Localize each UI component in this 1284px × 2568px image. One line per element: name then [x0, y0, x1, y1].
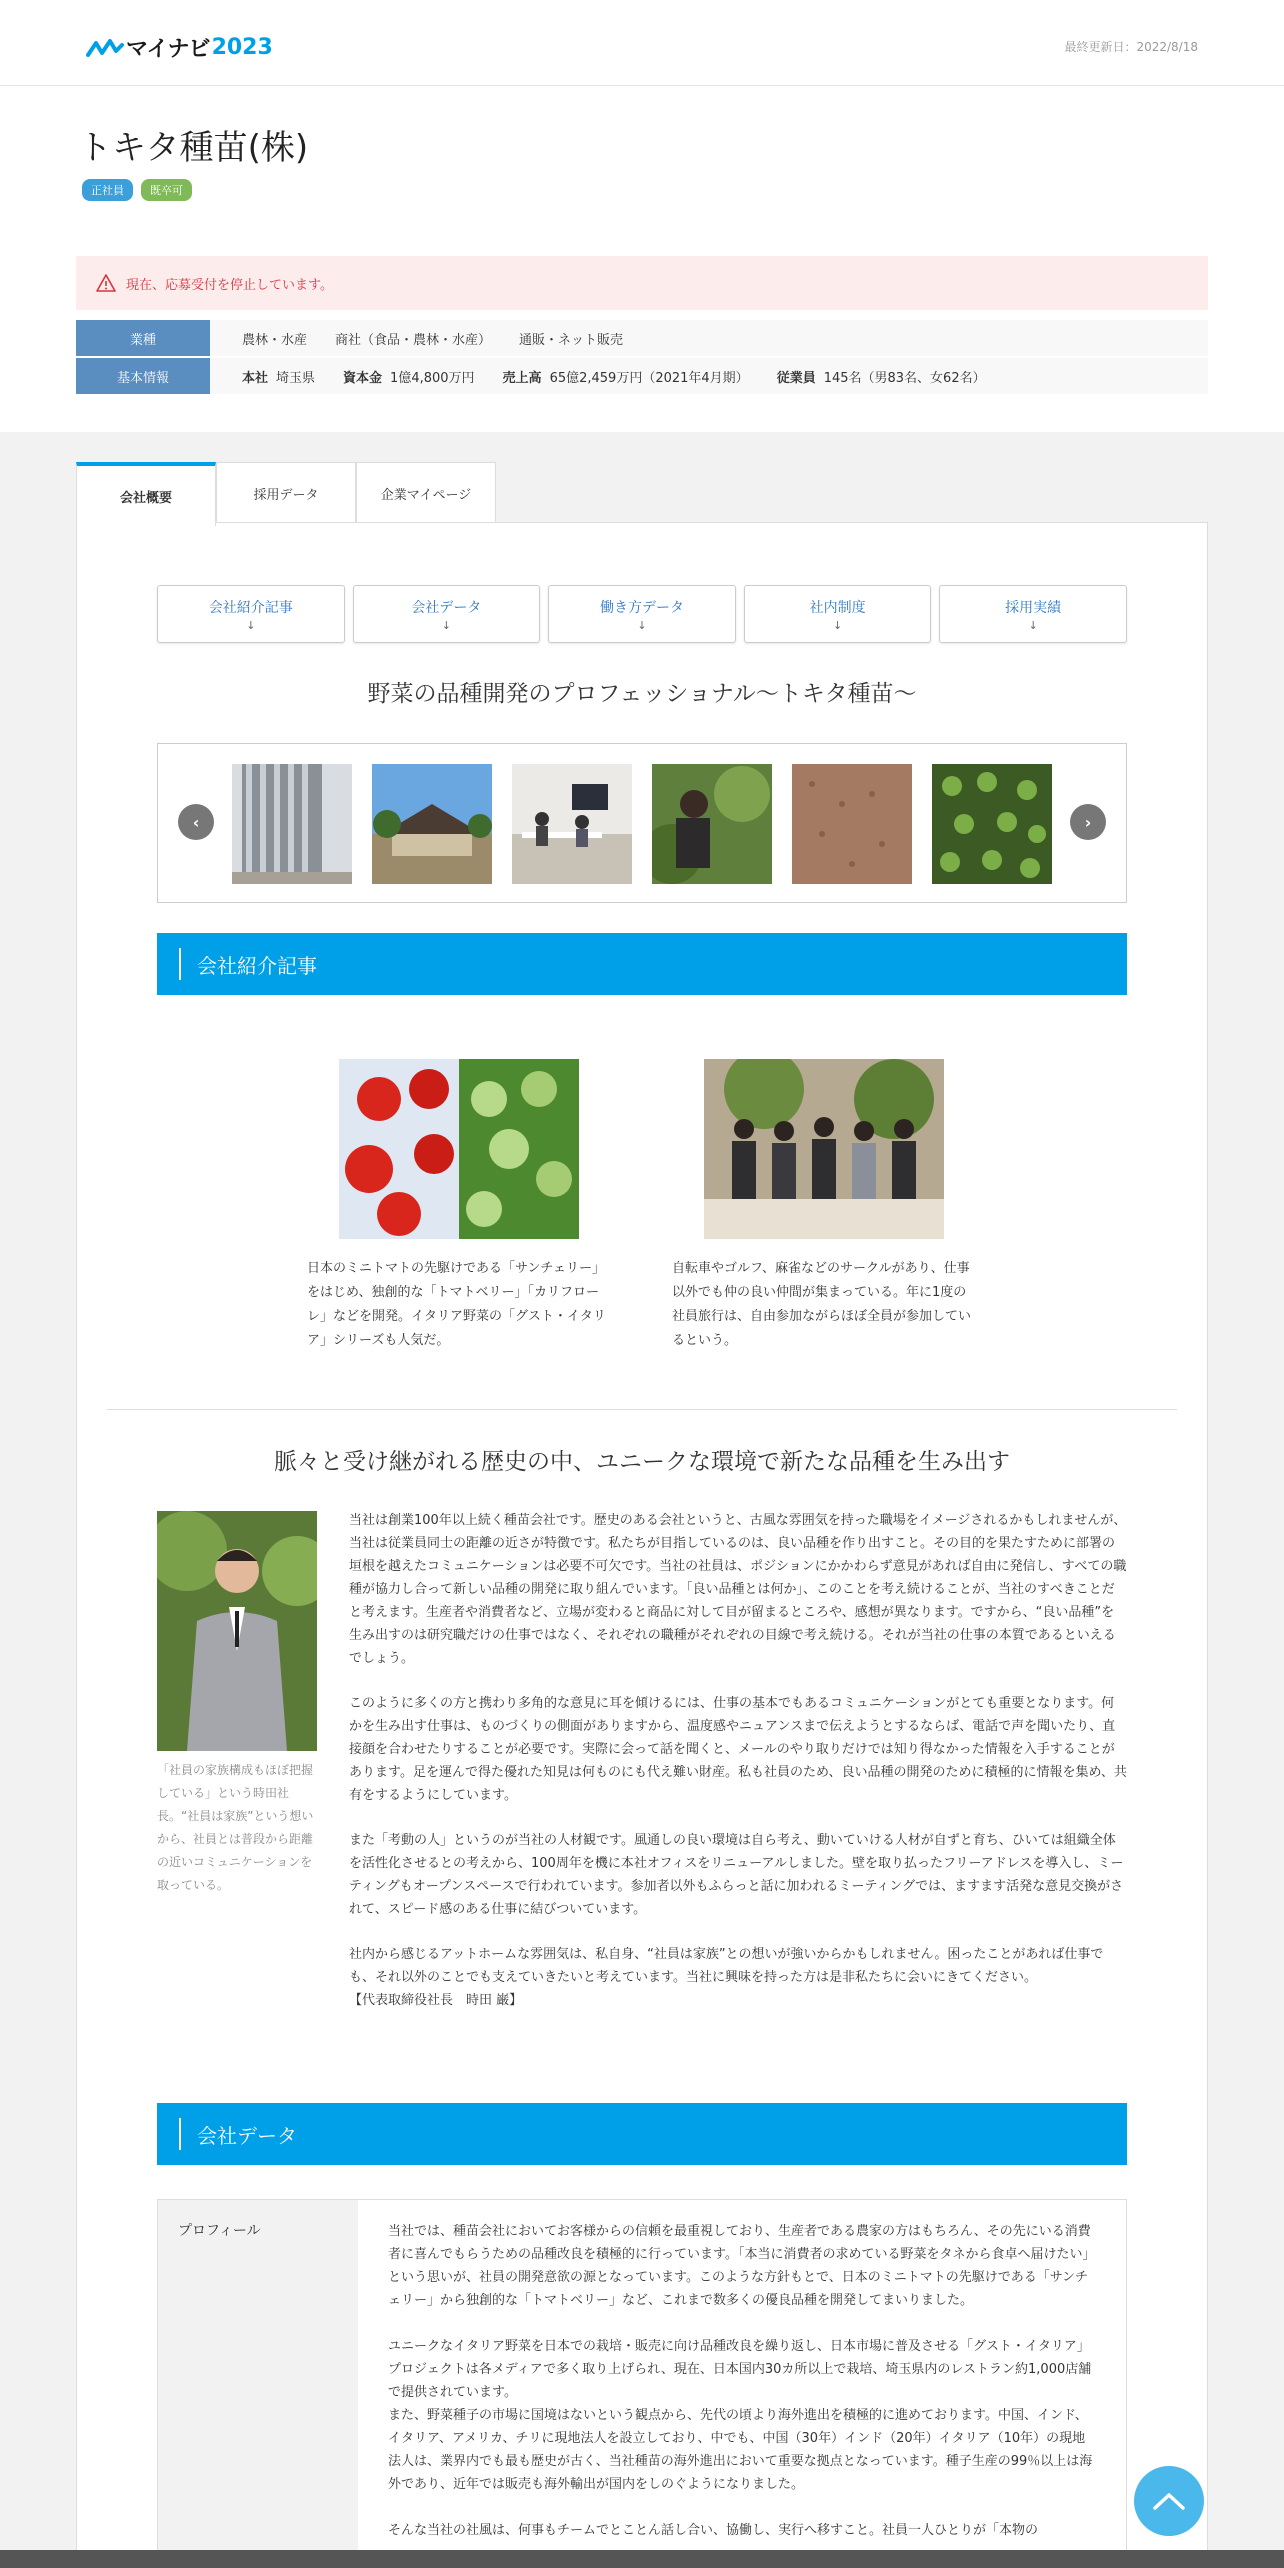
tag-graduates-ok: 既卒可 — [141, 179, 192, 201]
industry-label: 業種 — [76, 320, 210, 356]
last-updated: 最終更新日：2022/8/18 — [1064, 40, 1198, 54]
application-closed-notice — [76, 256, 1208, 310]
arrow-down-icon: ↓ — [637, 618, 647, 632]
message-paragraph: このように多くの方と携わり多角的な意見に耳を傾けるには、仕事の基本でもあるコミュニケーションがとても重要となります。何かを生み出す仕事は、ものづくりの側面がありますから、温度感やニュアンスまで伝えようとするならば、電話で声を聞いたり、直接顔を合わせたりすることが必要です。実際に会って話を聞くと、メールのやり取りだけでは知り得なかった情報を入手することがあります。足を運んで得た優れた知見は何ものにも代え難い財産。私も社員のため、良い品種の開発のために積極的に情報を集め、共有をするようにしています。 — [349, 1696, 1127, 1803]
industry-item: 通販・ネット販売 — [519, 332, 624, 348]
profile-paragraph: 当社では、種苗会社においてお客様からの信頼を最重視しており、生産者である農家の方はもちろん、その先にいる消費者に喜んでもらうための品種改良を積極的に行っています。「本当に消費者の求めている野菜をタネから食卓へ届けたい」という思いが、社員の開発意欲の源となっています。このような方針もとで、日本のミニトマトの先駆けである「サンチェリー」から独創的な「トマトベリー」など、これまで数多くの優良品種を開発してまいりました。 — [388, 2224, 1096, 2308]
carousel-thumbnails — [232, 764, 1052, 884]
message-paragraph: 当社は創業100年以上続く種苗会社です。歴史のある会社というと、古風な雰囲気を持った職場をイメージされるかもしれませんが、当社は従業員同士の距離の近さが特徴です。私たちが目指しているのは、良い品種を作り出すこと。その目的を果たすために部署の垣根を越えたコミュニケーションは必要不可欠です。当社の社員は、ポジションにかかわらず意見があれば自由に発信し、すべての職種が協力し合って新しい品種の開発に取り組んでいます。「良い品種とは何か」、このことを考え続けることが、当社のすべきことだと考えます。生産者や消費者など、立場が変わると商品に対して目が留まるところや、感想が異なります。ですから、“良い品種”を生み出すのは研究職だけの仕事ではなく、それぞれの職種がそれぞれの目線で考え続ける。それが当社の仕事の本質であるといえるでしょう。 — [349, 1513, 1127, 1666]
mynavi-logo[interactable] — [86, 32, 273, 63]
site-header — [0, 0, 1284, 86]
message-paragraph: また「考動の人」というのが当社の人材観です。風通しの良い環境は自ら考え、動いていける人材が自ずと育ち、ひいては組織全体を活性化させるとの考えから、100周年を機に本社オフィスをリニューアルしました。壁を取り払ったフリーアドレスを導入し、ミーティングもオープンスペースで行われています。参加者以外もふらっと話に加われるミーティングでは、ますます活発な意見交換がされて、スピード感のある仕事に結びついています。 — [349, 1833, 1124, 1917]
basic-item-hq: 本社 埼玉県 — [242, 370, 316, 386]
profile-value — [358, 2200, 1126, 2568]
president-caption: 「社員の家族構成もほぼ把握している」という時田社長。“社員は家族”という想いから、社員とは普段から距離の近いコミュニケーションを取っている。 — [157, 1763, 314, 1892]
company-profile-table — [157, 2199, 1127, 2568]
basic-info-row — [76, 358, 1208, 396]
basic-item-sales: 売上高 65億2,459万円（2021年4月期） — [502, 370, 749, 386]
article-card-tomato[interactable] — [307, 1059, 607, 1353]
section-header-articles — [157, 933, 1127, 995]
article-text: 日本のミニトマトの先駆けである「サンチェリー」をはじめ、独創的な「トマトベリー」「カリフローレ」などを開発。イタリア野菜の「グスト・イタリア」シリーズも人気だ。 — [307, 1261, 606, 1348]
anchor-links — [157, 585, 1127, 643]
article-photo-staff — [704, 1059, 944, 1239]
article-card-staff[interactable] — [672, 1059, 972, 1353]
photo-carousel — [157, 743, 1127, 903]
section-header-company-data — [157, 2103, 1127, 2165]
warning-icon — [96, 274, 116, 292]
basic-item-capital: 資本金 1億4,800万円 — [343, 370, 475, 386]
anchor-articles[interactable]: 会社紹介記事 ↓ — [157, 585, 345, 643]
arrow-down-icon: ↓ — [441, 618, 451, 632]
catch-copy: 野菜の品種開発のプロフェッショナル～トキタ種苗～ — [367, 681, 917, 707]
carousel-photo-seeds[interactable] — [792, 764, 912, 884]
section-bar — [179, 2118, 181, 2150]
industry-item: 商社（食品・農林・水産） — [335, 332, 492, 348]
section-title: 会社データ — [197, 2123, 297, 2148]
profile-paragraph: そんな当社の社風は、何事もチームでとことん話し合い、協働し、実行へ移すこと。社員一人ひとりが「本物の — [388, 2523, 1039, 2538]
industry-values — [210, 320, 1208, 356]
industry-row — [76, 320, 1208, 358]
basic-info-values — [210, 358, 1208, 394]
employment-tags — [78, 179, 1206, 201]
section-bar — [179, 948, 181, 980]
section-divider — [107, 1409, 1177, 1410]
industry-item: 農林・水産 — [242, 332, 308, 348]
logo-name: マイナビ — [126, 37, 210, 62]
profile-label: プロフィール — [158, 2200, 358, 2568]
basic-info-label: 基本情報 — [76, 358, 210, 394]
president-message — [349, 1509, 1127, 2012]
tab-company-overview[interactable]: 会社概要 — [76, 462, 216, 526]
profile-paragraph: ユニークなイタリア野菜を日本での栽培・販売に向け品種改良を繰り返し、日本市場に普及させる「グスト・イタリア」プロジェクトは各メディアで多く取り上げられ、現在、日本国内30カ所以上で栽培、埼玉県内のレストラン約1,000店舗で提供されています。 — [388, 2339, 1092, 2400]
tab-recruit-data[interactable]: 採用データ — [216, 462, 356, 524]
company-info-table — [76, 320, 1208, 396]
chevron-up-icon — [1152, 2491, 1186, 2511]
logo-year: 2023 — [211, 35, 273, 60]
mynavi-logo-icon — [86, 37, 124, 59]
arrow-down-icon: ↓ — [1028, 618, 1038, 632]
basic-item-employees: 従業員 145名（男83名、女62名） — [776, 370, 986, 386]
company-name: トキタ種苗(株) — [78, 128, 309, 168]
president-photo — [157, 1511, 317, 1751]
bottom-bar — [0, 2550, 1284, 2568]
carousel-photo-building[interactable] — [232, 764, 352, 884]
article-photo-tomato — [339, 1059, 579, 1239]
anchor-internal-system[interactable]: 社内制度 ↓ — [744, 585, 932, 643]
anchor-work-style[interactable]: 働き方データ ↓ — [548, 585, 736, 643]
anchor-company-data[interactable]: 会社データ ↓ — [353, 585, 541, 643]
section-title: 会社紹介記事 — [197, 953, 317, 978]
carousel-photo-seedlings[interactable] — [932, 764, 1052, 884]
carousel-photo-researcher[interactable] — [652, 764, 772, 884]
arrow-down-icon: ↓ — [246, 618, 256, 632]
carousel-photo-house[interactable] — [372, 764, 492, 884]
notice-text: 現在、応募受付を停止しています。 — [126, 277, 333, 293]
profile-paragraph: また、野菜種子の市場に国境はないという観点から、先代の頃より海外進出を積極的に進めております。中国、インド、イタリア、アメリカ、チリに現地法人を設立しており、中でも、中国（30年）インド（20年）イタリア（10年）の現地法人は、業界内でも最も歴史が古く、当社種苗の海外進出において重要な拠点となっています。種子生産の99％以上は海外であり、近年では販売も海外輸出が国内をしのぐようになりました。 — [388, 2408, 1093, 2492]
article-text: 自転車やゴルフ、麻雀などのサークルがあり、仕事以外でも仲の良い仲間が集まっている。年に1度の社員旅行は、自由参加ながらほぼ全員が参加しているという。 — [672, 1261, 972, 1348]
arrow-down-icon: ↓ — [832, 618, 843, 632]
carousel-photo-office[interactable] — [512, 764, 632, 884]
tag-fulltime: 正社員 — [82, 179, 133, 201]
message-title: 脈々と受け継がれる歴史の中、ユニークな環境で新たな品種を生み出す — [274, 1449, 1010, 1475]
message-paragraph: 社内から感じるアットホームな雰囲気は、私自身、“社員は家族”との想いが強いからかもしれません。困ったことがあれば仕事でも、それ以外のことでも支えていきたいと考えています。当社に興味を持った方は是非私たちに会いにきてください。 — [349, 1947, 1104, 1985]
carousel-next-button[interactable]: › — [1070, 804, 1106, 840]
page-tabs — [76, 462, 496, 524]
overview-panel — [76, 522, 1208, 2568]
back-to-top-button[interactable] — [1134, 2466, 1204, 2536]
tab-company-mypage[interactable]: 企業マイページ — [356, 462, 496, 524]
carousel-prev-button[interactable]: ‹ — [178, 804, 214, 840]
anchor-hiring-record[interactable]: 採用実績 ↓ — [939, 585, 1127, 643]
message-signature: 【代表取締役社長 時田 巌】 — [349, 1993, 523, 2008]
company-summary — [0, 86, 1284, 432]
